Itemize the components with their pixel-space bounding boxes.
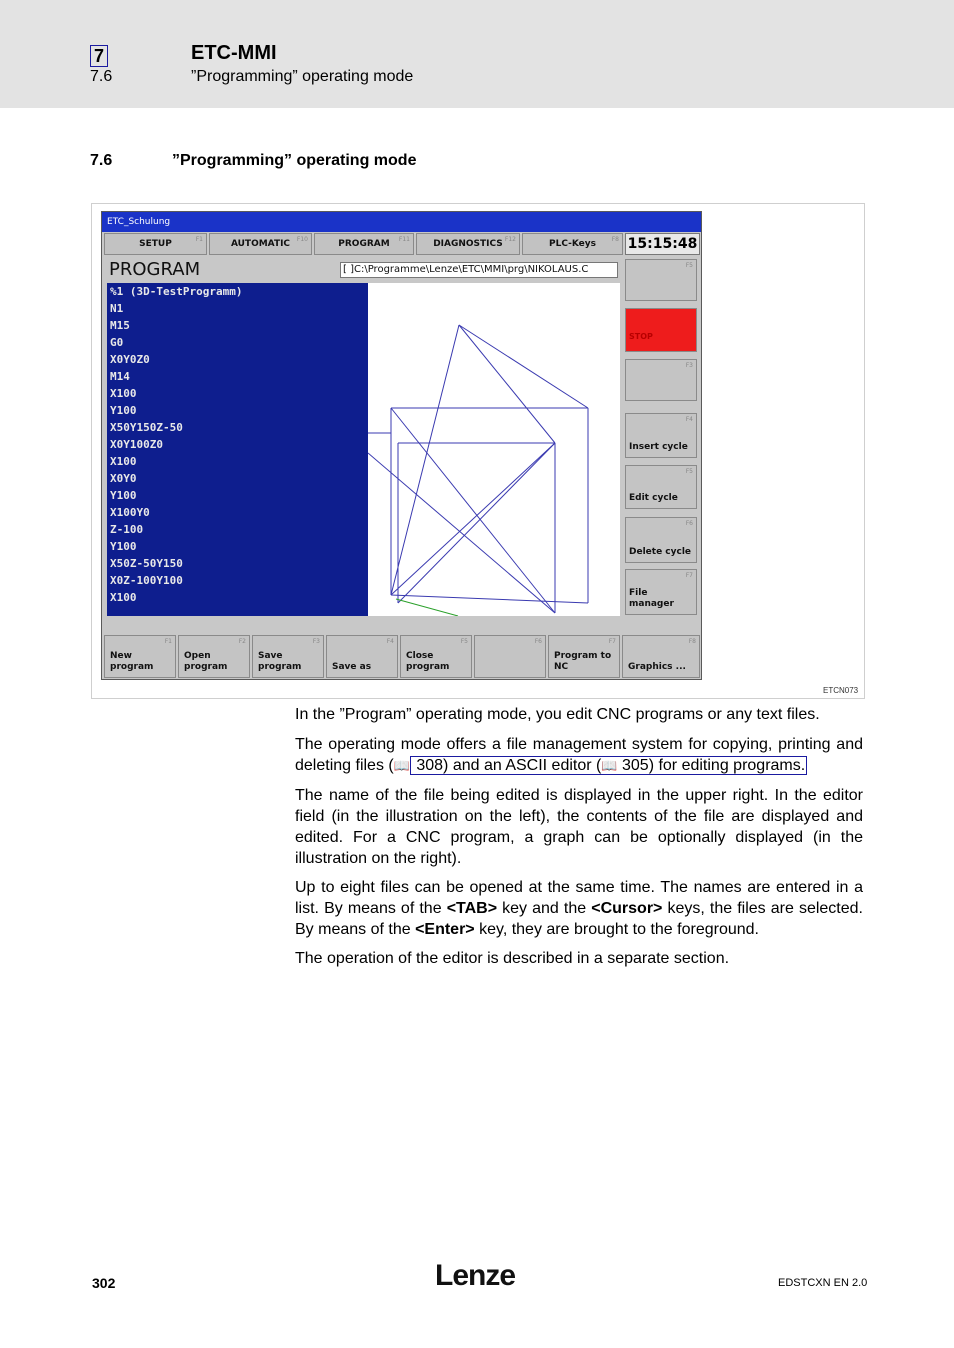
cross-reference-link[interactable]: 308) and an ASCII editor (📖 305) for editing programs. (411, 757, 806, 774)
automatic-button[interactable]: AUTOMATIC F10 (209, 233, 312, 255)
code-line: X100 (110, 455, 137, 468)
chapter-title: ETC-MMI (191, 42, 277, 64)
code-line: G0 (110, 336, 124, 349)
code-line: Y100 (110, 404, 137, 417)
toolpath-line (368, 453, 555, 613)
empty-function-button[interactable]: F6 (474, 635, 546, 678)
code-line: X50Z-50Y150 (110, 557, 183, 570)
toolpath-line (459, 325, 588, 408)
cursor-key: <Cursor> (591, 900, 663, 917)
page-number: 302 (92, 1275, 116, 1291)
code-editor[interactable] (107, 283, 368, 616)
code-line: X0Y0 (110, 472, 137, 485)
toolpath-line (459, 325, 555, 443)
code-line: X100 (110, 387, 137, 400)
mmi-screenshot (101, 211, 702, 680)
paragraph-editor-operation: The operation of the editor is described in a separate section. (295, 950, 730, 967)
side-button-3[interactable]: F3 (625, 359, 697, 401)
toolpath-line (391, 443, 555, 595)
document-id: EDSTCXN EN 2.0 (778, 1277, 868, 1289)
file-path-field: [ ]C:\Programme\Lenze\ETC\MMI\prg\NIKOLAUS.C (340, 262, 618, 278)
lenze-logo: Lenze (435, 1259, 516, 1292)
paragraph-intro: In the ”Program” operating mode, you edit CNC programs or any text files. (295, 706, 820, 723)
stop-button[interactable]: STOP (625, 308, 697, 352)
code-line: X100 (110, 591, 137, 604)
toolpath-line (391, 325, 459, 595)
book-icon: 📖 (393, 758, 410, 773)
toolpath-line (398, 443, 555, 603)
paragraph-file-management: The operating mode offers a file management system for copying, printing and deleting files (📖 308) and an ASCII editor (📖 305) for editing programs. (295, 736, 863, 774)
header-band (0, 0, 954, 108)
window-title: ETC_Schulung (102, 212, 701, 232)
chapter-number[interactable]: 7 (90, 45, 108, 67)
code-line: X0Z-100Y100 (110, 574, 183, 587)
toolpath-line (391, 595, 588, 603)
diagnostics-button[interactable]: DIAGNOSTICS F12 (416, 233, 520, 255)
delete-cycle-button[interactable]: F6 Delete cycle (625, 517, 697, 563)
clock-display: 15:15:48 (625, 233, 700, 255)
code-line: M14 (110, 370, 130, 383)
program-button[interactable]: PROGRAM F11 (314, 233, 414, 255)
toolpath-line (391, 408, 555, 613)
graphics-button[interactable]: F8 Graphics ... (622, 635, 700, 678)
mode-label: PROGRAM (109, 259, 201, 280)
code-line: X100Y0 (110, 506, 150, 519)
side-button-1[interactable]: F5 (625, 259, 697, 301)
code-line: N1 (110, 302, 124, 315)
paragraph-editor-field: The name of the file being edited is displayed in the upper right. In the editor field (in the illustration on the left), the contents of the file are displayed and edited. For a CNC program, a graph can be optionally displayed (in the illustration on the right). (295, 787, 863, 867)
section-number: 7.6 (90, 68, 113, 85)
code-line: X50Y150Z-50 (110, 421, 183, 434)
tab-key: <TAB> (446, 900, 498, 917)
close-program-button[interactable]: F5 Close program (400, 635, 472, 678)
toolpath-graphic (368, 283, 620, 616)
paragraph-open-files: Up to eight files can be opened at the same time. The names are entered in a list. By means of the <TAB> key and the <Cursor> keys, the files are selected. By means of the <Enter> key, they are brought to the foreground. (295, 879, 863, 938)
plc-keys-button[interactable]: PLC-Keys F8 (522, 233, 623, 255)
code-line: X0Y100Z0 (110, 438, 163, 451)
heading-title: ”Programming” operating mode (172, 152, 417, 169)
save-as-button[interactable]: F4 Save as (326, 635, 398, 678)
code-line: Y100 (110, 540, 137, 553)
file-manager-button[interactable]: F7 File manager (625, 569, 697, 615)
new-program-button[interactable]: F1 New program (104, 635, 176, 678)
setup-button[interactable]: SETUP F1 (104, 233, 207, 255)
insert-cycle-button[interactable]: F4 Insert cycle (625, 413, 697, 458)
code-line: Y100 (110, 489, 137, 502)
figure-id: ETCN073 (823, 686, 859, 695)
edit-cycle-button[interactable]: F5 Edit cycle (625, 465, 697, 509)
enter-key: <Enter> (415, 921, 475, 938)
program-to-nc-button[interactable]: F7 Program to NC (548, 635, 620, 678)
book-icon: 📖 (601, 758, 618, 773)
open-program-button[interactable]: F2 Open program (178, 635, 250, 678)
code-line: X0Y0Z0 (110, 353, 150, 366)
section-title: ”Programming” operating mode (191, 68, 414, 85)
toolpath-line (396, 599, 458, 616)
code-line: Z-100 (110, 523, 144, 536)
save-program-button[interactable]: F3 Save program (252, 635, 324, 678)
code-line: M15 (110, 319, 130, 332)
heading-number: 7.6 (90, 152, 113, 169)
code-line: %1 (3D-TestProgramm) (110, 285, 243, 298)
